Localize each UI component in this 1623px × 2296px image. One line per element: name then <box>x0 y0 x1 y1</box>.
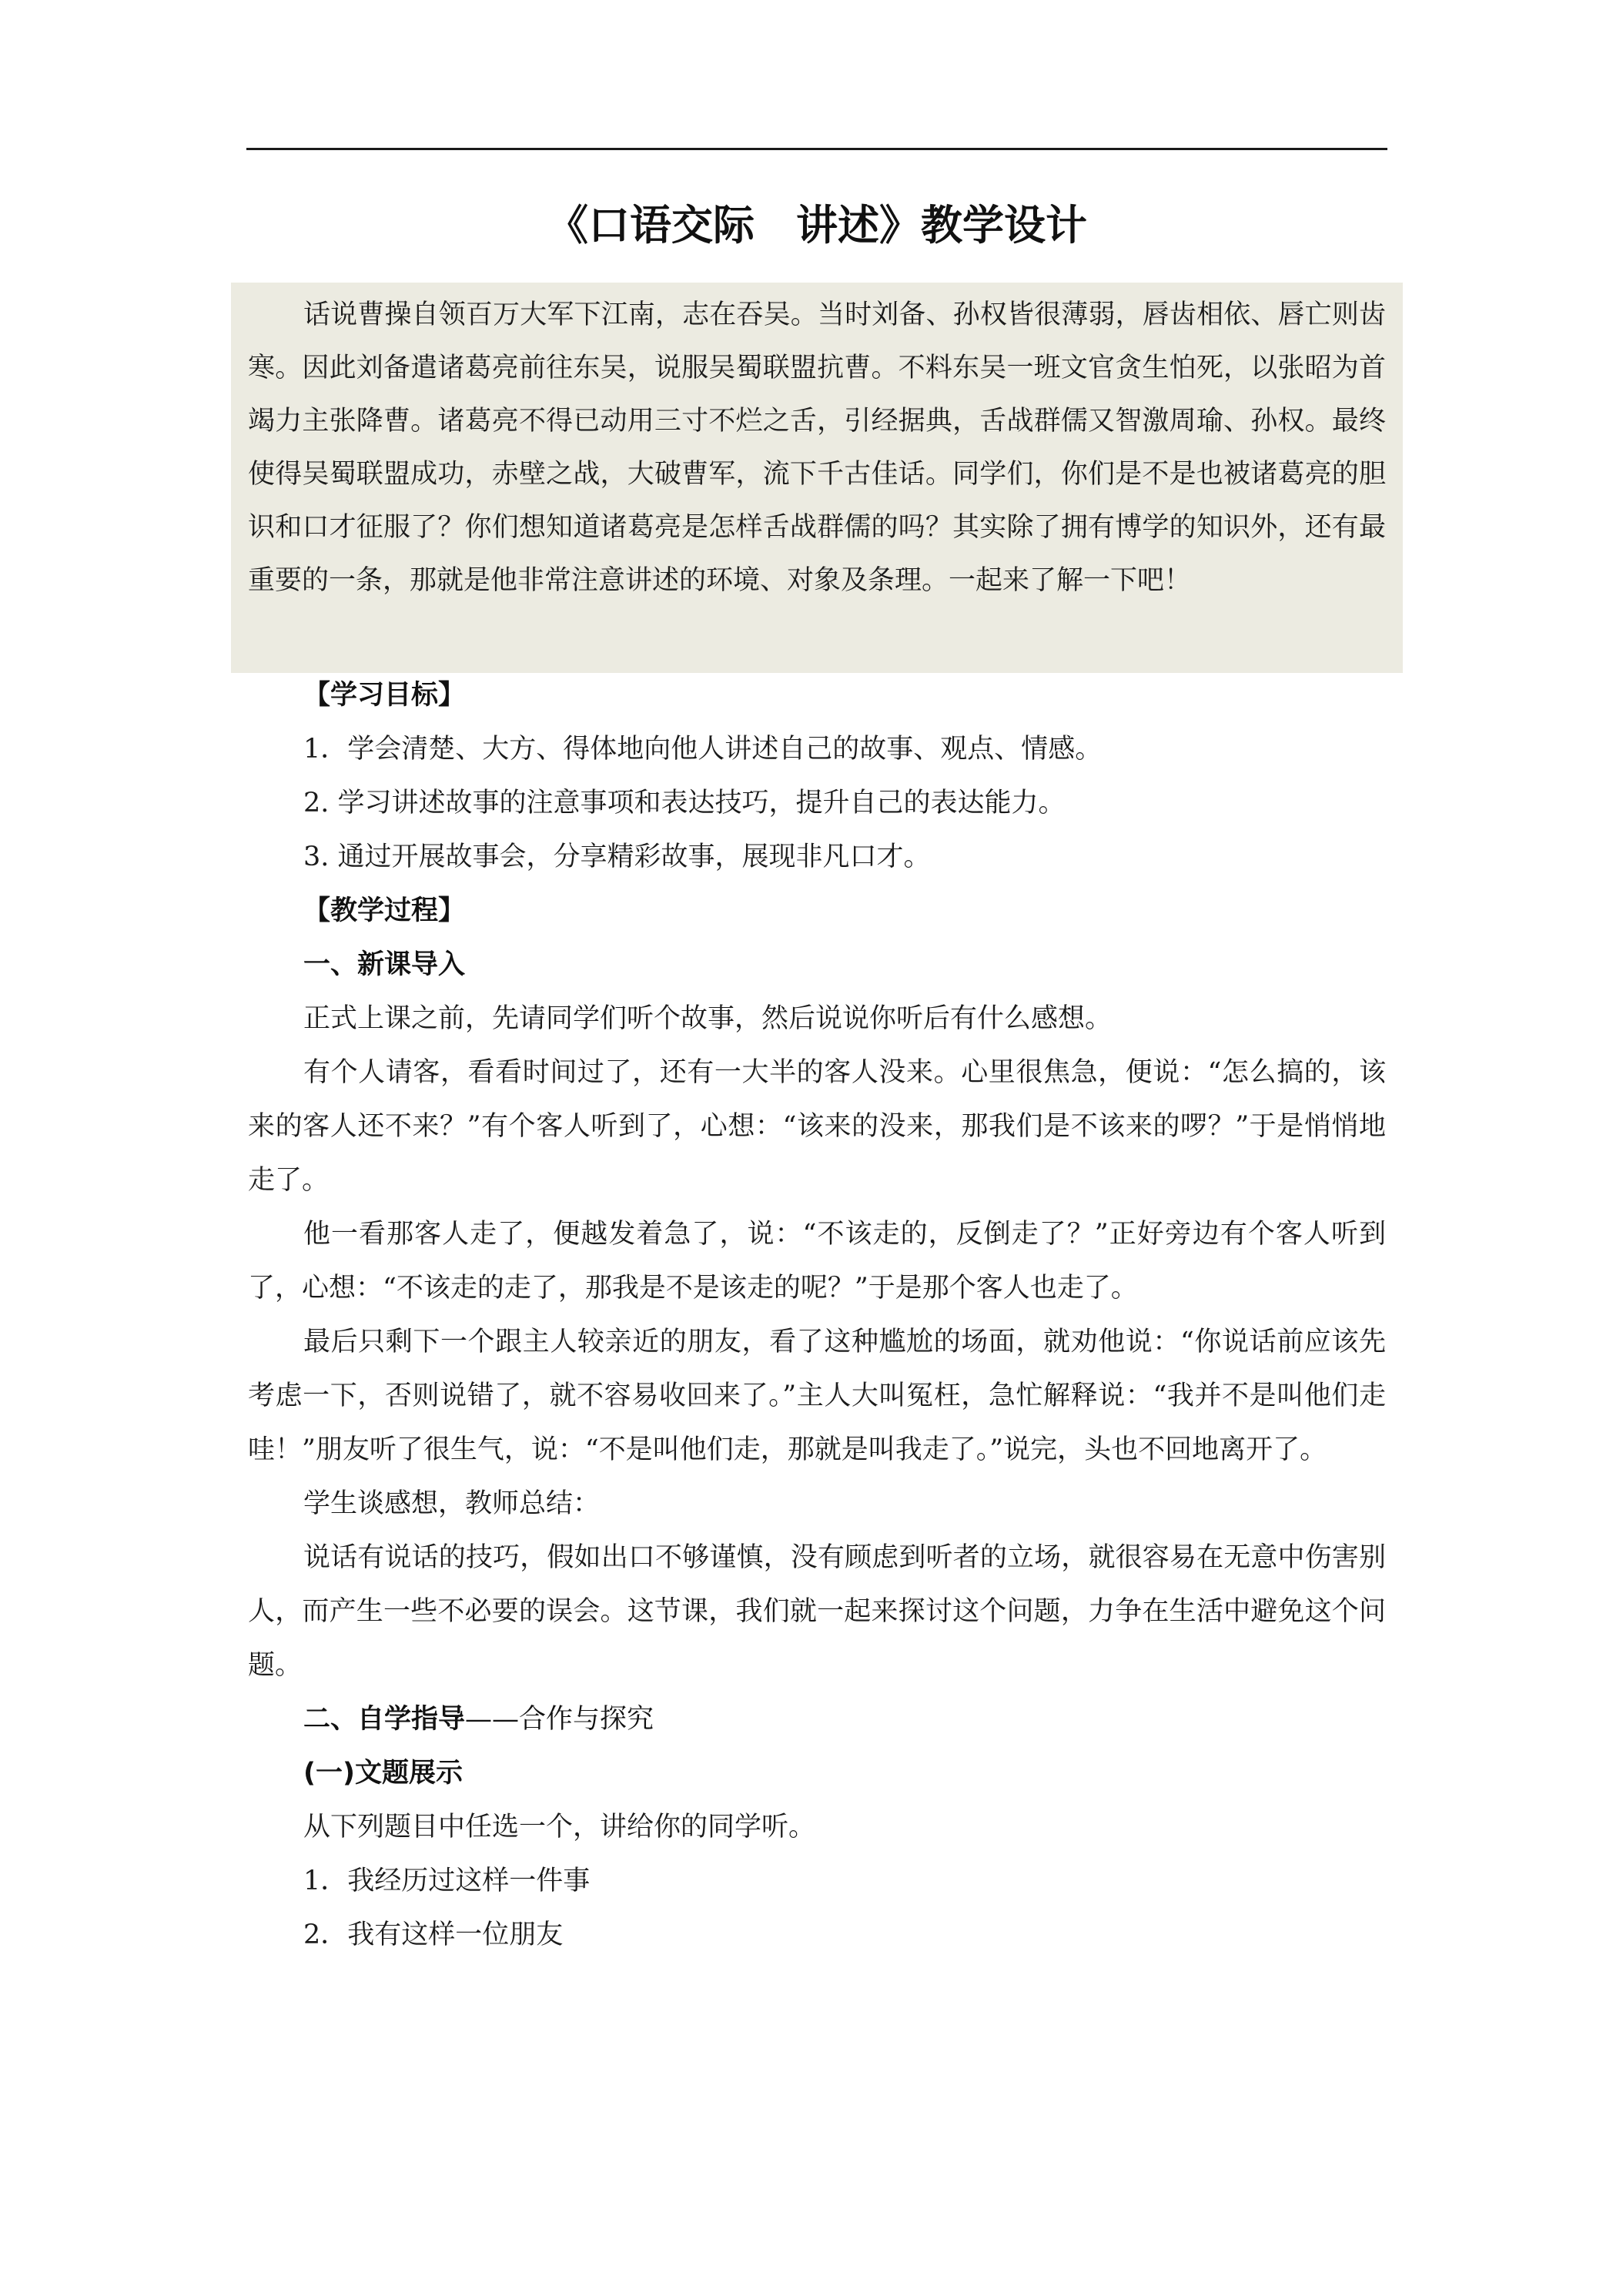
section2-heading-bold: 二、自学指导 <box>303 1704 466 1735</box>
intro-paragraph: 话说曹操自领百万大军下江南，志在吞吴。当时刘备、孙权皆很薄弱，唇齿相依、唇亡则齿寒。因此刘备遣诸葛亮前往东吴，说服吴蜀联盟抗曹。不料东吴一班文官贪生怕死，以张昭为首竭力主张降曹。诸葛亮不得已动用三寸不烂之舌，引经据典，舌战群儒又智激周瑜、孙权。最终使得吴蜀联盟成功，赤壁之战，大破曹军，流下千古佳话。同学们，你们是不是也被诸葛亮的胆识和口才征服了？你们想知道诸葛亮是怎样舌战群儒的吗？其实除了拥有博学的知识外，还有最重要的一条，那就是他非常注意讲述的环境、对象及条理。一起来了解一下吧！ <box>248 300 1386 596</box>
section1-paragraph: 学生谈感想，教师总结： <box>303 1488 601 1519</box>
document-body <box>248 668 1386 1962</box>
section1-heading: 一、新课导入 <box>303 949 466 980</box>
process-heading: 【教学过程】 <box>303 895 466 926</box>
topic-item: 2．我有这样一位朋友 <box>303 1919 564 1950</box>
section2-heading-rest: ——合作与探究 <box>465 1704 654 1735</box>
document-title: 《口语交际 讲述》教学设计 <box>547 200 1087 249</box>
header-rule <box>246 148 1387 150</box>
sub1-heading: (一)文题展示 <box>303 1758 463 1789</box>
goal-item: 3. 通过开展故事会，分享精彩故事，展现非凡口才。 <box>303 842 931 872</box>
goal-item: 2. 学习讲述故事的注意事项和表达技巧，提升自己的表达能力。 <box>303 788 1066 818</box>
sub1-instruction: 从下列题目中任选一个，讲给你的同学听。 <box>303 1812 816 1842</box>
section2-heading <box>248 1692 1386 1746</box>
goal-item: 1．学会清楚、大方、得体地向他人讲述自己的故事、观点、情感。 <box>303 734 1103 765</box>
section1-paragraph: 正式上课之前，先请同学们听个故事，然后说说你听后有什么感想。 <box>303 1003 1113 1034</box>
section1-paragraph: 说话有说话的技巧，假如出口不够谨慎，没有顾虑到听者的立场，就很容易在无意中伤害别人，而产生一些不必要的误会。这节课，我们就一起来探讨这个问题，力争在生活中避免这个问题。 <box>248 1542 1386 1681</box>
section1-paragraph: 最后只剩下一个跟主人较亲近的朋友，看了这种尴尬的场面，就劝他说：“你说话前应该先考虑一下，否则说错了，就不容易收回来了。”主人大叫冤枉，急忙解释说：“我并不是叫他们走哇！”朋友听了很生气，说：“不是叫他们走，那就是叫我走了。”说完，头也不回地离开了。 <box>248 1327 1386 1465</box>
section1-paragraph: 有个人请客，看看时间过了，还有一大半的客人没来。心里很焦急，便说：“怎么搞的，该来的客人还不来？”有个客人听到了，心想：“该来的没来，那我们是不该来的啰？”于是悄悄地走了。 <box>248 1057 1386 1196</box>
section1-paragraph: 他一看那客人走了，便越发着急了，说：“不该走的，反倒走了？”正好旁边有个客人听到了，心想：“不该走的走了，那我是不是该走的呢？”于是那个客人也走了。 <box>248 1219 1386 1304</box>
topic-item: 1．我经历过这样一件事 <box>303 1866 591 1896</box>
goals-heading: 【学习目标】 <box>303 680 466 711</box>
